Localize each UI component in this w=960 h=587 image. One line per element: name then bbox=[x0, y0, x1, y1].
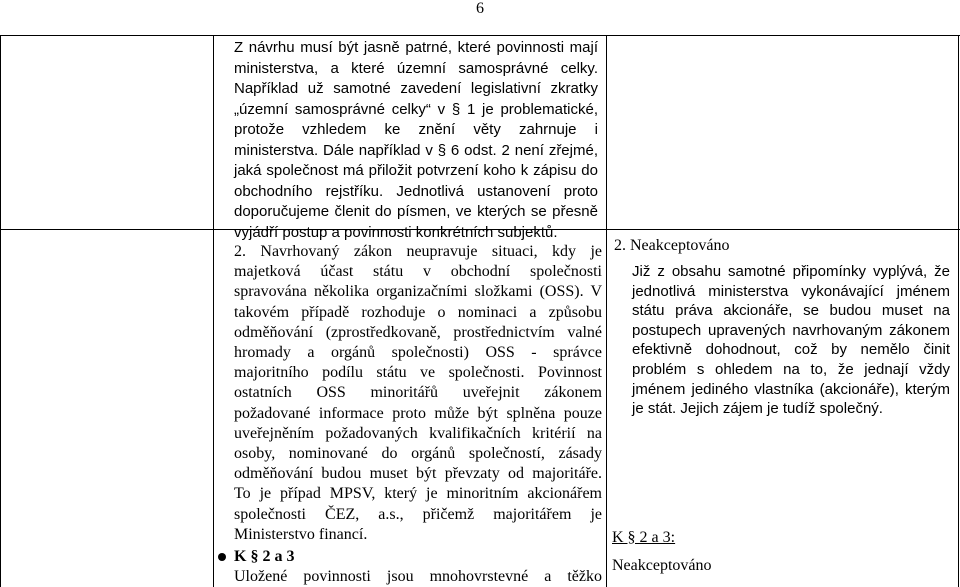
text-line: ministerstva, a které územní samosprávné celky. bbox=[234, 59, 598, 77]
text-line: ministerstva. Dále například v § 6 odst. 2 není zřejmé, bbox=[234, 141, 598, 159]
bullet-icon bbox=[218, 553, 226, 561]
section-status: Neakceptováno bbox=[612, 557, 712, 574]
text-line: jaká společnost má přiložit potvrzení koho k zápisu do bbox=[234, 162, 598, 179]
text-line: protože vzhledem ke znění věty zahrnuje i bbox=[234, 121, 598, 138]
table-top-border bbox=[0, 35, 960, 36]
table-col-divider-2 bbox=[213, 35, 214, 587]
table-col-divider-3 bbox=[606, 35, 607, 587]
text-line: 2. Navrhovaný zákon neupravuje situaci, kdy je bbox=[234, 243, 602, 260]
text-line: Například už samotné zavedení legislativní zkratky bbox=[234, 80, 598, 97]
text-line: Uložené povinnosti jsou mnohovrstevné a těžko bbox=[234, 568, 602, 585]
response-heading: 2. Neakceptováno bbox=[614, 237, 730, 254]
response-paragraph bbox=[632, 262, 950, 419]
text-line: majoritního podílu státu ve společnosti. Povinnost bbox=[234, 364, 602, 382]
comment-paragraph-2 bbox=[234, 242, 602, 545]
text-line: postupech upravených navrhovaným zákonem bbox=[632, 321, 950, 339]
text-line: vyjádří postup a povinnosti konkrétních subjektů. bbox=[234, 223, 558, 241]
text-line: obchodního rejstříku. Jednotlivá ustanovení proto bbox=[234, 182, 598, 200]
text-line: doporučujeme členit do písmen, ve kterých se přesně bbox=[234, 203, 598, 220]
table-col-divider-4 bbox=[958, 35, 959, 587]
text-line: spravována několika organizačními složkami (OSS). V bbox=[234, 283, 602, 301]
text-line: jménem jediného vlastníka (akcionáře), kterým bbox=[632, 380, 950, 398]
section-heading-left: K § 2 a 3 bbox=[234, 548, 295, 565]
text-line: požadované informace proto může být splněna pouze bbox=[234, 404, 602, 422]
text-line: Již z obsahu samotné připomínky vyplývá, že bbox=[632, 263, 950, 280]
text-line: „územní samosprávné celky“ v § 1 je problematické, bbox=[234, 100, 598, 118]
text-line: osoby, nominované do orgánů společností, zásady bbox=[234, 445, 602, 463]
text-line: majetková účast státu v obchodní společnosti bbox=[234, 263, 602, 281]
page-number: 6 bbox=[476, 0, 484, 17]
section-heading-right: K § 2 a 3: bbox=[612, 529, 676, 546]
text-line: je stát. Jejich zájem je tudíž společný. bbox=[632, 400, 883, 418]
text-line: takovém případě rozhoduje o nominaci a způsobu bbox=[234, 303, 602, 321]
text-line: hromady a orgánů společnosti) OSS - správce bbox=[234, 344, 602, 362]
text-line: Ministerstvo financí. bbox=[234, 525, 368, 543]
text-line: uveřejněním požadovaných kvalifikačních kritérií na bbox=[234, 424, 602, 442]
text-line: odměňování (zprostředkovaně, prostřednictvím valné bbox=[234, 323, 602, 341]
text-line: jednotlivá ministerstva vykonávající jménem bbox=[632, 282, 950, 300]
text-line: To je případ MPSV, který je minoritním akcionářem bbox=[234, 485, 602, 503]
comment-paragraph-1 bbox=[234, 38, 598, 243]
text-line: společnosti ČEZ, a.s., přičemž majoritářem je bbox=[234, 505, 602, 523]
text-line: problém s ohledem na to, že jednají vždy bbox=[632, 360, 950, 378]
text-line: ostatních OSS minoritářů uveřejnit zákonem bbox=[234, 384, 602, 402]
bottom-text-line bbox=[234, 567, 602, 587]
text-line: Z návrhu musí být jasně patrné, které povinnosti mají bbox=[234, 39, 598, 56]
table-col-divider-1 bbox=[0, 35, 1, 587]
text-line: státu práva akcionáře, se budou muset na bbox=[632, 302, 950, 320]
text-line: efektivně dohodnout, což by nemělo činit bbox=[632, 341, 950, 359]
text-line: odměňování budou muset být převzaty od majoritáře. bbox=[234, 465, 602, 483]
